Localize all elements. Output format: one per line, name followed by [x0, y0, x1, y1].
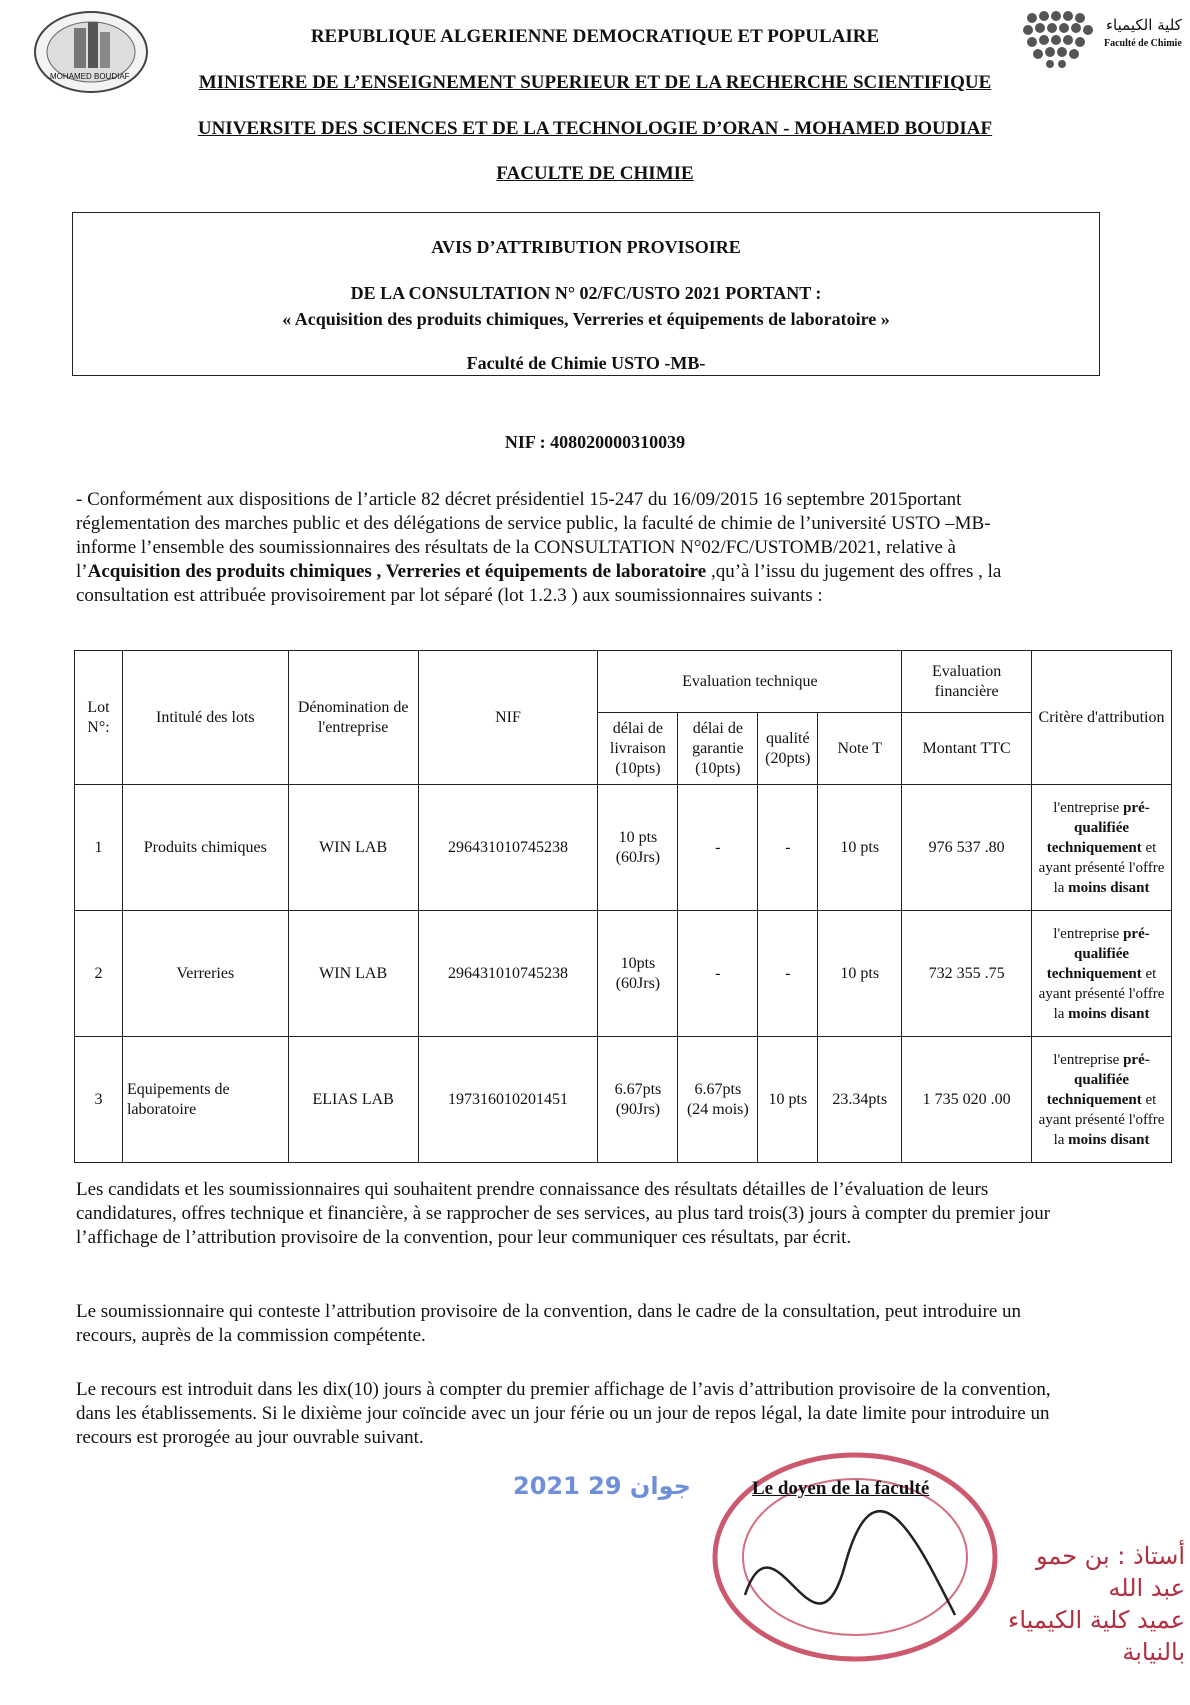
critere-text: et ayant présenté l'offre la: [1038, 965, 1165, 1022]
header-eval-financiere: Evaluation financière: [902, 651, 1032, 713]
cell-lot: 1: [75, 785, 123, 911]
header-eval-technique: Evaluation technique: [598, 651, 902, 713]
logo-arabic: كلية الكيمياء: [1106, 16, 1182, 34]
cell-note: 10 pts: [818, 785, 902, 911]
critere-bold: moins disant: [1068, 1131, 1150, 1148]
header-lot: Lot N°:: [75, 651, 123, 785]
header-university: UNIVERSITE DES SCIENCES ET DE LA TECHNOLOGIE D’ORAN - MOHAMED BOUDIAF: [197, 118, 993, 139]
header-intitule: Intitulé des lots: [122, 651, 288, 785]
critere-text: l'entreprise: [1053, 925, 1124, 942]
intro-text-bold: Acquisition des produits chimiques , Verreries et équipements de laboratoire: [87, 561, 707, 582]
cell-livraison: 10pts (60Jrs): [598, 911, 678, 1037]
notice-faculty: Faculté de Chimie USTO -MB-: [466, 353, 706, 373]
cell-intitule: Verreries: [122, 911, 288, 1037]
table-row: [75, 1037, 1172, 1163]
cell-intitule: Produits chimiques: [122, 785, 288, 911]
cell-montant: 976 537 .80: [902, 785, 1032, 911]
header-nif: NIF: [418, 651, 598, 785]
cell-nif: 296431010745238: [418, 785, 598, 911]
signatory-name: أستاذ : بن حمو عبد الله: [1035, 1542, 1185, 1602]
header-montant: Montant TTC: [902, 713, 1032, 785]
header-republic: REPUBLIQUE ALGERIENNE DEMOCRATIQUE ET POPULAIRE: [310, 26, 880, 47]
signatory-block: [1005, 1540, 1185, 1668]
cell-critere: [1032, 911, 1172, 1037]
cell-livraison: 6.67pts (90Jrs): [598, 1037, 678, 1163]
header-faculty: FACULTE DE CHIMIE: [496, 163, 694, 184]
cell-livraison: 10 pts (60Jrs): [598, 785, 678, 911]
cell-note: 23.34pts: [818, 1037, 902, 1163]
cell-entreprise: WIN LAB: [288, 911, 418, 1037]
cell-qualite: -: [758, 911, 818, 1037]
paragraph-results: Les candidats et les soumissionnaires qui souhaitent prendre connaissance des résultats détailles de l’évaluation de leurs candidatures, offres technique et financière, à se rapprocher de ses services, au plus tard trois(3) jours à compter du premier jour l’affichage de l’attribution provisoire de la convention, pour leur communiquer ces résultats, par écrit.: [76, 1179, 1051, 1248]
notice-title: AVIS D’ATTRIBUTION PROVISOIRE: [431, 237, 741, 257]
critere-bold: moins disant: [1068, 879, 1150, 896]
cell-intitule: Equipements de laboratoire: [122, 1037, 288, 1163]
header-critere: Critère d'attribution: [1032, 651, 1172, 785]
cell-garantie: -: [678, 911, 758, 1037]
notice-object: « Acquisition des produits chimiques, Verreries et équipements de laboratoire »: [282, 309, 890, 329]
header-delai-livraison: délai de livraison (10pts): [598, 713, 678, 785]
critere-text: l'entreprise: [1053, 1051, 1124, 1068]
date-stamp: 2021 جوان 29: [513, 1472, 691, 1500]
header-note-t: Note T: [818, 713, 902, 785]
critere-text: l'entreprise: [1053, 799, 1124, 816]
intro-paragraph: [76, 488, 1036, 608]
cell-qualite: -: [758, 785, 818, 911]
notice-box: [72, 212, 1100, 376]
table-row: [75, 911, 1172, 1037]
cell-montant: 1 735 020 .00: [902, 1037, 1032, 1163]
doyen-title: Le doyen de la faculté: [752, 1478, 930, 1499]
cell-critere: [1032, 1037, 1172, 1163]
paragraph-recours: Le recours est introduit dans les dix(10) jours à compter du premier affichage de l’avis d’attribution provisoire de la convention, dans les établissements. Si le dixième jour coïncide avec un jour férie ou un jour de repos légal, la date limite pour introduire un recours est prorogée au jour ouvrable suivant.: [76, 1379, 1051, 1448]
cell-garantie: -: [678, 785, 758, 911]
attribution-table: [74, 650, 1172, 1163]
cell-note: 10 pts: [818, 911, 902, 1037]
cell-entreprise: WIN LAB: [288, 785, 418, 911]
nif-line: NIF : 408020000310039: [504, 432, 686, 452]
cell-entreprise: ELIAS LAB: [288, 1037, 418, 1163]
intro-text-2: ,qu’à l’issu du jugement des offres , la consultation est attribuée provisoirement par lot séparé (lot 1.2.3 ) aux soumissionnaires suivants :: [76, 561, 1002, 606]
cell-nif: 197316010201451: [418, 1037, 598, 1163]
header-qualite: qualité (20pts): [758, 713, 818, 785]
table-row: [75, 785, 1172, 911]
cell-lot: 3: [75, 1037, 123, 1163]
critere-bold: pré-qualifiée techniquement: [1046, 925, 1150, 982]
intro-text-1: - Conformément aux dispositions de l’article 82 décret présidentiel 15-247 du 16/09/2015 16 septembre 2015portant réglementation des marches public et des délégations de service public, la faculté de chimie de l’université USTO –MB- informe l’ensemble des soumissionnaires des résultats de la CONSULTATION N°02/FC/USTOMB/2021, relative à l’: [76, 489, 991, 582]
critere-bold: moins disant: [1068, 1005, 1150, 1022]
logo-caption: MOHAMED BOUDIAF: [50, 72, 130, 81]
critere-bold: pré-qualifiée techniquement: [1046, 799, 1150, 856]
critere-text: et ayant présenté l'offre la: [1038, 839, 1165, 896]
signatory-role: عميد كلية الكيمياء: [1008, 1606, 1185, 1634]
signatory-interim: بالنيابة: [1122, 1638, 1185, 1666]
notice-subtitle: DE LA CONSULTATION N° 02/FC/USTO 2021 PORTANT :: [350, 283, 822, 303]
cell-montant: 732 355 .75: [902, 911, 1032, 1037]
header-delai-garantie: délai de garantie (10pts): [678, 713, 758, 785]
cell-lot: 2: [75, 911, 123, 1037]
logo-caption: Faculté de Chimie: [1104, 38, 1182, 49]
critere-text: et ayant présenté l'offre la: [1038, 1091, 1165, 1148]
cell-nif: 296431010745238: [418, 911, 598, 1037]
header-denomination: Dénomination de l'entreprise: [288, 651, 418, 785]
cell-qualite: 10 pts: [758, 1037, 818, 1163]
header-ministry: MINISTERE DE L’ENSEIGNEMENT SUPERIEUR ET DE LA RECHERCHE SCIENTIFIQUE: [198, 72, 992, 93]
paragraph-contest: Le soumissionnaire qui conteste l’attribution provisoire de la convention, dans le cadre de la consultation, peut introduire un recours, auprès de la commission compétente.: [76, 1301, 1021, 1346]
critere-bold: pré-qualifiée techniquement: [1046, 1051, 1150, 1108]
cell-critere: [1032, 785, 1172, 911]
cell-garantie: 6.67pts (24 mois): [678, 1037, 758, 1163]
